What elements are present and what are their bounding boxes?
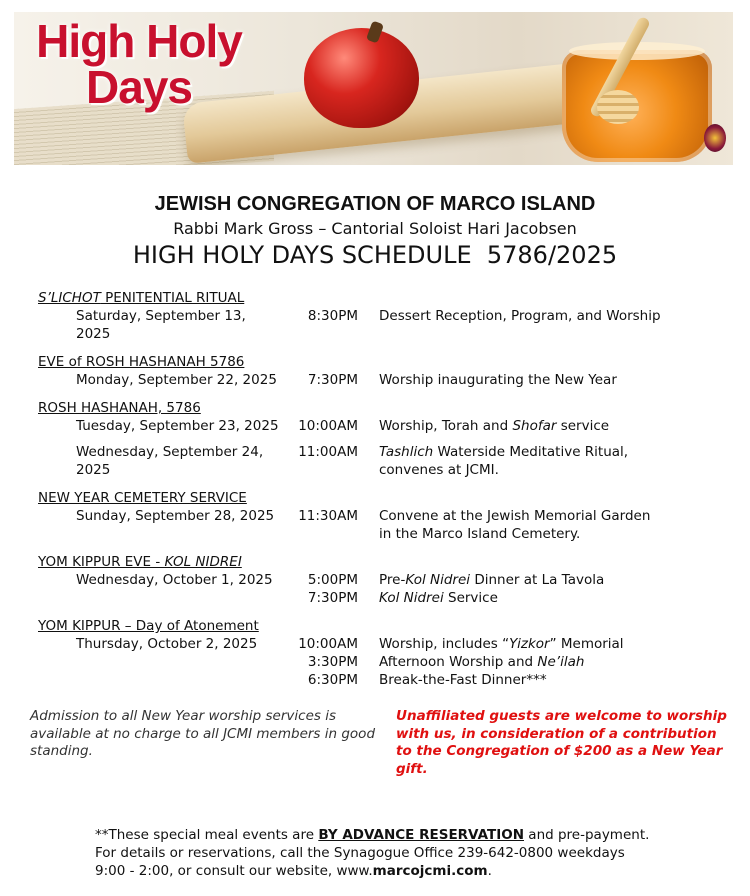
events-list — [38, 290, 728, 700]
reservation-footer — [95, 826, 715, 880]
event-date: Sunday, September 28, 2025 — [76, 508, 275, 524]
event-description: Tashlich Waterside Meditative Ritual, convenes at JCMI. — [379, 444, 629, 478]
guest-contribution-note: Unaffiliated guests are welcome to worship with us, in consideration of a contribution to the Congregation of $200 as a New Year gift. — [396, 708, 727, 777]
event-row — [38, 507, 728, 543]
event-description: Kol Nidrei Service — [379, 590, 498, 606]
event-yom-kippur — [38, 618, 728, 689]
event-title: YOM KIPPUR – Day of Atonement — [38, 618, 259, 634]
event-row — [38, 589, 728, 607]
footer-line3: 9:00 - 2:00, or consult our website, www.marcojcmi.com. — [95, 863, 492, 879]
event-title: YOM KIPPUR EVE - KOL NIDREI — [38, 554, 242, 570]
event-row — [38, 371, 728, 389]
event-time: 3:30PM — [307, 654, 358, 670]
event-row — [38, 635, 728, 653]
event-time: 11:00AM — [298, 444, 358, 460]
event-row — [38, 443, 728, 479]
event-title: ROSH HASHANAH, 5786 — [38, 400, 201, 416]
event-description: Worship inaugurating the New Year — [379, 372, 617, 388]
event-date — [38, 653, 282, 671]
event-rosh-hashanah — [38, 400, 728, 479]
clergy-line: Rabbi Mark Gross – Cantorial Soloist Hari Jacobsen — [173, 219, 577, 238]
event-time: 7:30PM — [307, 372, 358, 388]
honey-dipper-head — [597, 90, 639, 124]
event-date: Tuesday, September 23, 2025 — [76, 418, 279, 434]
schedule-title: HIGH HOLY DAYS SCHEDULE 5786/2025 — [132, 241, 618, 269]
event-row — [38, 571, 728, 589]
event-time: 10:00AM — [298, 418, 358, 434]
event-title: NEW YEAR CEMETERY SERVICE — [38, 490, 247, 506]
event-title: EVE of ROSH HASHANAH 5786 — [38, 354, 245, 370]
footer-line1: **These special meal events are BY ADVANCE RESERVATION and pre-payment. — [95, 827, 650, 843]
event-cemetery-service — [38, 490, 728, 543]
event-time: 7:30PM — [307, 590, 358, 606]
organization-name: JEWISH CONGREGATION OF MARCO ISLAND — [154, 193, 596, 215]
event-description: Worship, Torah and Shofar service — [379, 418, 610, 434]
event-eve-rosh-hashanah — [38, 354, 728, 389]
congregation-logo-icon — [704, 124, 726, 152]
banner-title-line1: High Holy — [36, 15, 242, 67]
event-date: Thursday, October 2, 2025 — [76, 636, 258, 652]
event-date: Wednesday, October 1, 2025 — [76, 572, 273, 588]
event-description: Pre-Kol Nidrei Dinner at La Tavola — [379, 572, 605, 588]
apple-illustration — [304, 28, 419, 128]
event-time: 8:30PM — [307, 308, 358, 324]
event-date — [38, 589, 282, 607]
event-description: Convene at the Jewish Memorial Garden in the Marco Island Cemetery. — [379, 508, 651, 542]
event-description: Worship, includes “Yizkor” Memorial — [379, 636, 624, 652]
event-description: Dessert Reception, Program, and Worship — [379, 308, 661, 324]
event-description: Afternoon Worship and Ne’ilah — [379, 654, 585, 670]
website-link[interactable]: marcojcmi.com — [372, 863, 488, 879]
event-row — [38, 307, 728, 343]
event-time: 11:30AM — [298, 508, 358, 524]
event-description: Break-the-Fast Dinner*** — [379, 672, 547, 688]
event-date: Saturday, September 13, 2025 — [76, 308, 246, 342]
event-time: 6:30PM — [307, 672, 358, 688]
event-date: Monday, September 22, 2025 — [76, 372, 277, 388]
event-row — [38, 417, 728, 435]
banner-title-line2: Days — [86, 61, 192, 113]
footer-line2: For details or reservations, call the Synagogue Office 239-642-0800 weekdays — [95, 845, 625, 861]
event-date: Wednesday, September 24, 2025 — [76, 444, 264, 478]
event-slichot — [38, 290, 728, 343]
event-date — [38, 671, 282, 689]
event-row — [38, 653, 728, 671]
event-time: 5:00PM — [307, 572, 358, 588]
member-admission-note: Admission to all New Year worship services is available at no charge to all JCMI members in good standing. — [30, 708, 376, 759]
event-row — [38, 671, 728, 689]
event-title: S’LICHOT PENITENTIAL RITUAL — [38, 290, 245, 306]
event-time: 10:00AM — [298, 636, 358, 652]
admission-notes — [30, 708, 730, 778]
schedule-header — [0, 192, 750, 270]
event-yom-kippur-eve — [38, 554, 728, 607]
banner-title — [14, 12, 264, 113]
